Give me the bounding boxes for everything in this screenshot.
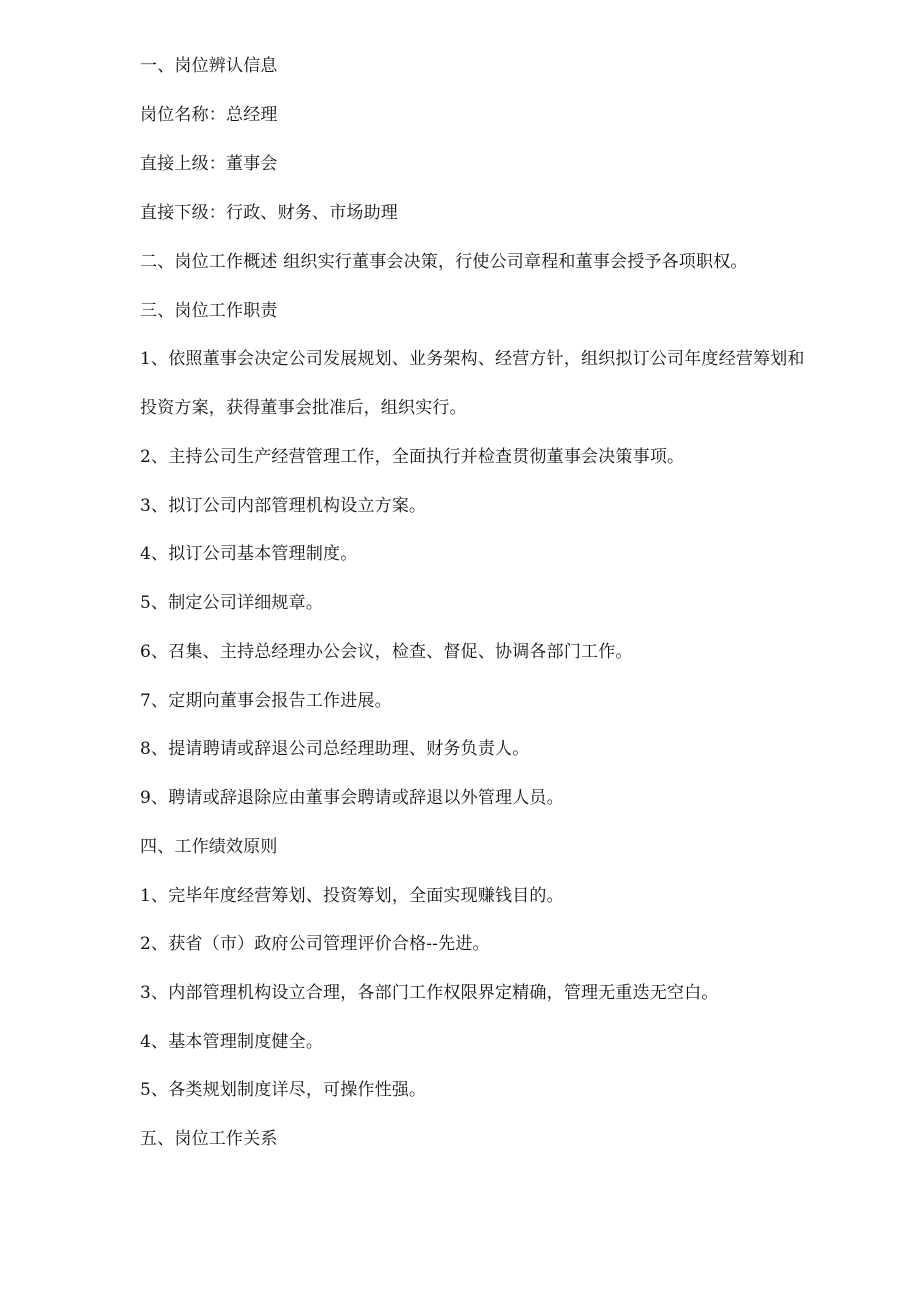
duty-item-4: 4、拟订公司基本管理制度。: [140, 544, 358, 564]
duty-item-7: 7、定期向董事会报告工作进展。: [140, 691, 392, 711]
performance-item-2: 2、获省（市）政府公司管理评价合格--先进。: [140, 934, 490, 954]
section-heading-3: 三、岗位工作职责: [140, 301, 278, 321]
section-heading-4: 四、工作绩效原则: [140, 837, 278, 857]
duty-item-8: 8、提请聘请或辞退公司总经理助理、财务负责人。: [140, 739, 530, 759]
performance-item-1: 1、完毕年度经营筹划、投资筹划，全面实现赚钱目的。: [140, 886, 564, 906]
duty-item-1-continued: 投资方案，获得董事会批准后，组织实行。: [140, 398, 467, 418]
duty-item-3: 3、拟订公司内部管理机构设立方案。: [140, 496, 427, 516]
performance-item-4: 4、基本管理制度健全。: [140, 1032, 324, 1052]
performance-item-5: 5、各类规划制度详尽，可操作性强。: [140, 1080, 427, 1100]
direct-superior-line: 直接上级：董事会: [140, 154, 278, 174]
duty-item-6: 6、召集、主持总经理办公会议，检查、督促、协调各部门工作。: [140, 642, 633, 662]
performance-item-3: 3、内部管理机构设立合理，各部门工作权限界定精确，管理无重迭无空白。: [140, 983, 719, 1003]
section-heading-1: 一、岗位辨认信息: [140, 56, 278, 76]
section-heading-2-overview: 二、岗位工作概述 组织实行董事会决策，行使公司章程和董事会授予各项职权。: [140, 252, 748, 272]
section-heading-5: 五、岗位工作关系: [140, 1129, 278, 1149]
direct-subordinates-line: 直接下级：行政、财务、市场助理: [140, 203, 398, 223]
duty-item-5: 5、制定公司详细规章。: [140, 593, 324, 613]
duty-item-2: 2、主持公司生产经营管理工作，全面执行并检查贯彻董事会决策事项。: [140, 447, 685, 467]
job-title-line: 岗位名称：总经理: [140, 105, 278, 125]
duty-item-9: 9、聘请或辞退除应由董事会聘请或辞退以外管理人员。: [140, 788, 564, 808]
duty-item-1: 1、依照董事会决定公司发展规划、业务架构、经营方针，组织拟订公司年度经营筹划和: [140, 349, 805, 369]
